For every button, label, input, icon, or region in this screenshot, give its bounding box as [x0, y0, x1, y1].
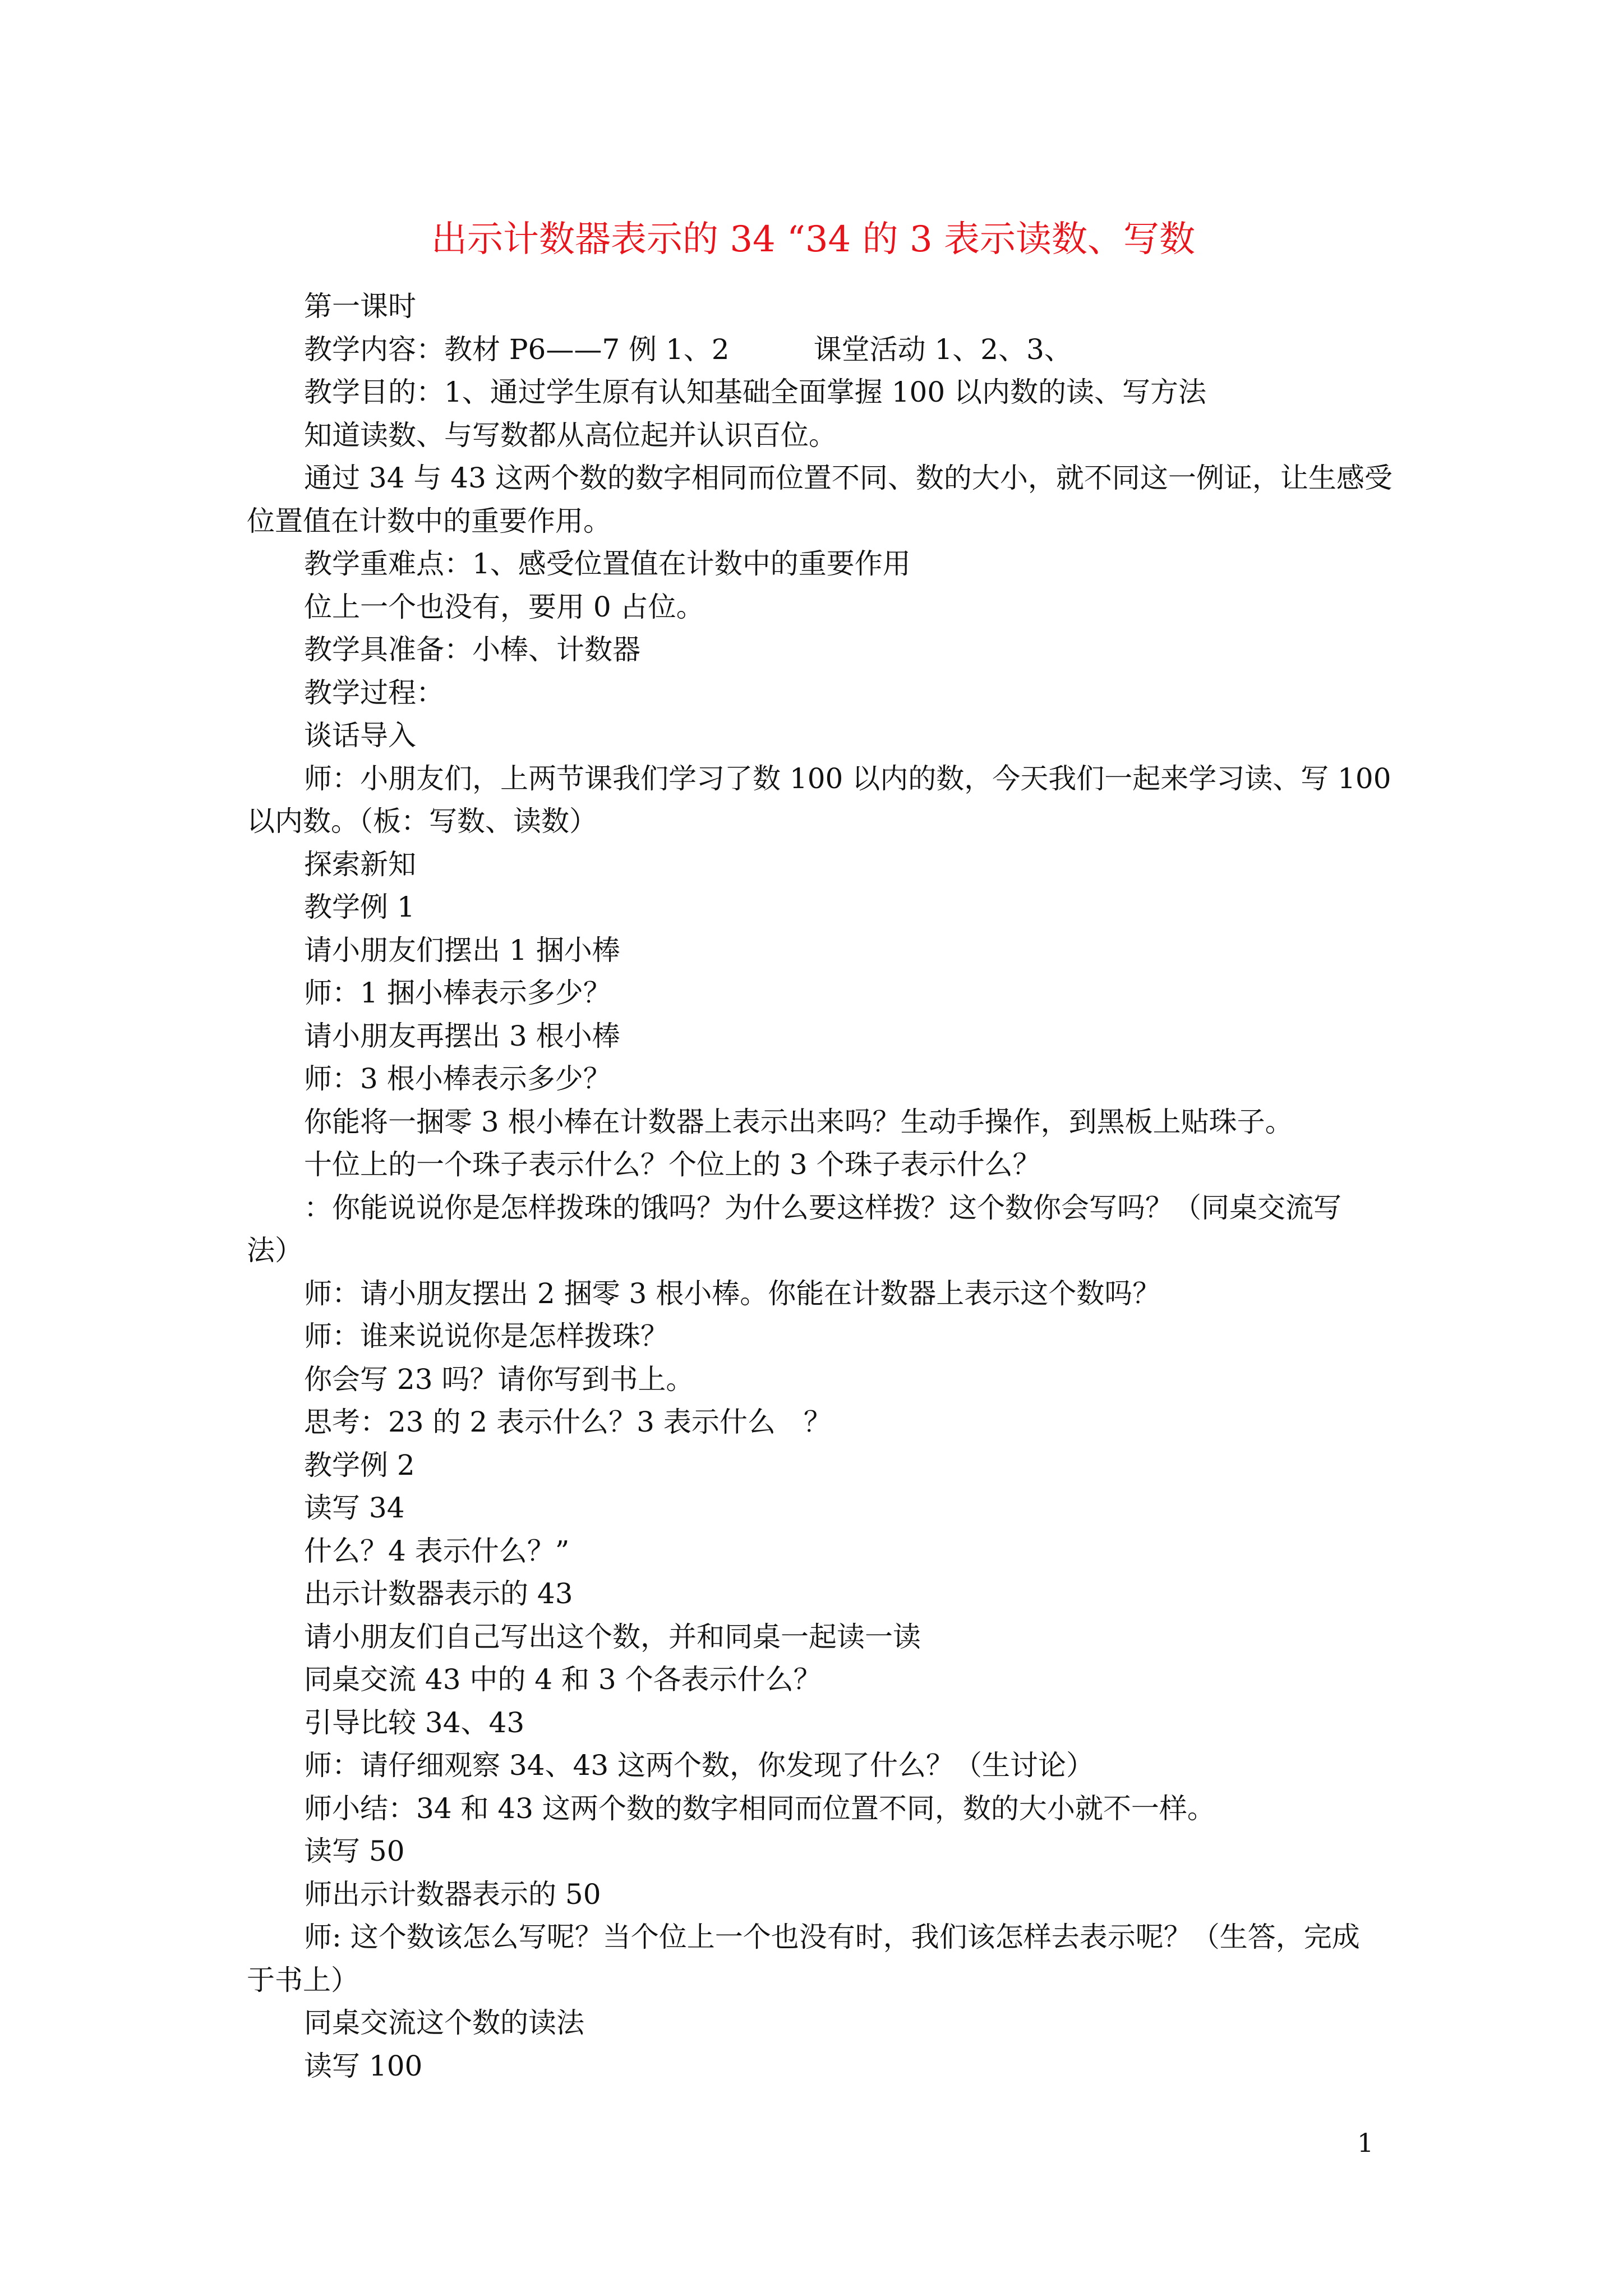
text-line: 教学重难点：1、感受位置值在计数中的重要作用	[304, 547, 911, 580]
text-line: 位上一个也没有，要用 0 占位。	[304, 590, 704, 623]
text-line: 位置值在计数中的重要作用。	[247, 504, 611, 537]
text-line: 师：小朋友们，上两节课我们学习了数 100 以内的数，今天我们一起来学习读、写 100	[304, 762, 1391, 795]
text-line: 师：1 捆小棒表示多少？	[304, 977, 611, 1009]
text-line: 教学内容：教材 P6——7 例 1、2 课堂活动 1、2、3、	[304, 333, 1072, 366]
text-line: 请小朋友再摆出 3 根小棒	[304, 1019, 620, 1052]
text-line: 同桌交流 43 中的 4 和 3 个各表示什么？	[304, 1663, 822, 1696]
text-line: 师出示计数器表示的 50	[304, 1878, 601, 1911]
text-line: 师: 这个数该怎么写呢？当个位上一个也没有时，我们该怎样去表示呢？（生答，完成	[304, 1921, 1360, 1953]
text-line: 谈话导入	[304, 719, 416, 752]
text-line: 思考：23 的 2 表示什么？3 表示什么 ？	[304, 1406, 832, 1438]
text-line: 师：请仔细观察 34、43 这两个数，你发现了什么？（生讨论）	[304, 1749, 1095, 1782]
text-line: 以内数。（板：写数、读数）	[247, 805, 597, 838]
text-line: ：你能说说你是怎样拨珠的饿吗？为什么要这样拨？这个数你会写吗？（同桌交流写	[304, 1191, 1341, 1224]
text-line: 第一课时	[304, 290, 416, 323]
text-line: 读写 34	[304, 1492, 405, 1524]
text-line: 师：请小朋友摆出 2 捆零 3 根小棒。你能在计数器上表示这个数吗？	[304, 1277, 1161, 1310]
text-line: 引导比较 34、43	[304, 1706, 525, 1739]
text-line: 知道读数、与写数都从高位起并认识百位。	[304, 418, 837, 452]
text-line: 什么？4 表示什么？”	[304, 1534, 570, 1567]
text-line: 探索新知	[304, 848, 416, 881]
page-number: 1	[1357, 2128, 1374, 2158]
text-line: 教学例 2	[304, 1448, 415, 1481]
text-line: 师：谁来说说你是怎样拨珠？	[304, 1320, 668, 1352]
text-line: 请小朋友们摆出 1 捆小棒	[304, 933, 620, 967]
text-line: 出示计数器表示的 43	[304, 1577, 573, 1610]
text-line: 同桌交流这个数的读法	[304, 2007, 584, 2039]
text-line: 你能将一捆零 3 根小棒在计数器上表示出来吗？生动手操作，到黑板上贴珠子。	[304, 1105, 1293, 1138]
text-line: 师：3 根小棒表示多少？	[304, 1062, 611, 1095]
text-line: 读写 100	[304, 2049, 423, 2082]
text-line: 教学具准备：小棒、计数器	[304, 633, 640, 666]
text-line: 教学例 1	[304, 891, 415, 923]
text-line: 通过 34 与 43 这两个数的数字相同而位置不同、数的大小，就不同这一例证，让生感受	[304, 462, 1393, 494]
text-line: 你会写 23 吗？请你写到书上。	[304, 1363, 694, 1396]
text-line: 师小结：34 和 43 这两个数的数字相同而位置不同，数的大小就不一样。	[304, 1792, 1215, 1825]
text-line: 读写 50	[304, 1835, 405, 1867]
text-line: 教学目的：1、通过学生原有认知基础全面掌握 100 以内数的读、写方法	[304, 376, 1207, 408]
text-line: 教学过程：	[304, 676, 444, 709]
text-line: 于书上）	[247, 1963, 359, 1996]
document-title: 出示计数器表示的 34 “34 的 3 表示读数、写数	[431, 219, 1196, 260]
document-body	[247, 285, 1393, 2087]
text-line: 十位上的一个珠子表示什么？个位上的 3 个珠子表示什么？	[304, 1148, 1041, 1181]
text-line: 请小朋友们自己写出这个数，并和同桌一起读一读	[304, 1620, 921, 1653]
text-line: 法）	[247, 1234, 303, 1267]
